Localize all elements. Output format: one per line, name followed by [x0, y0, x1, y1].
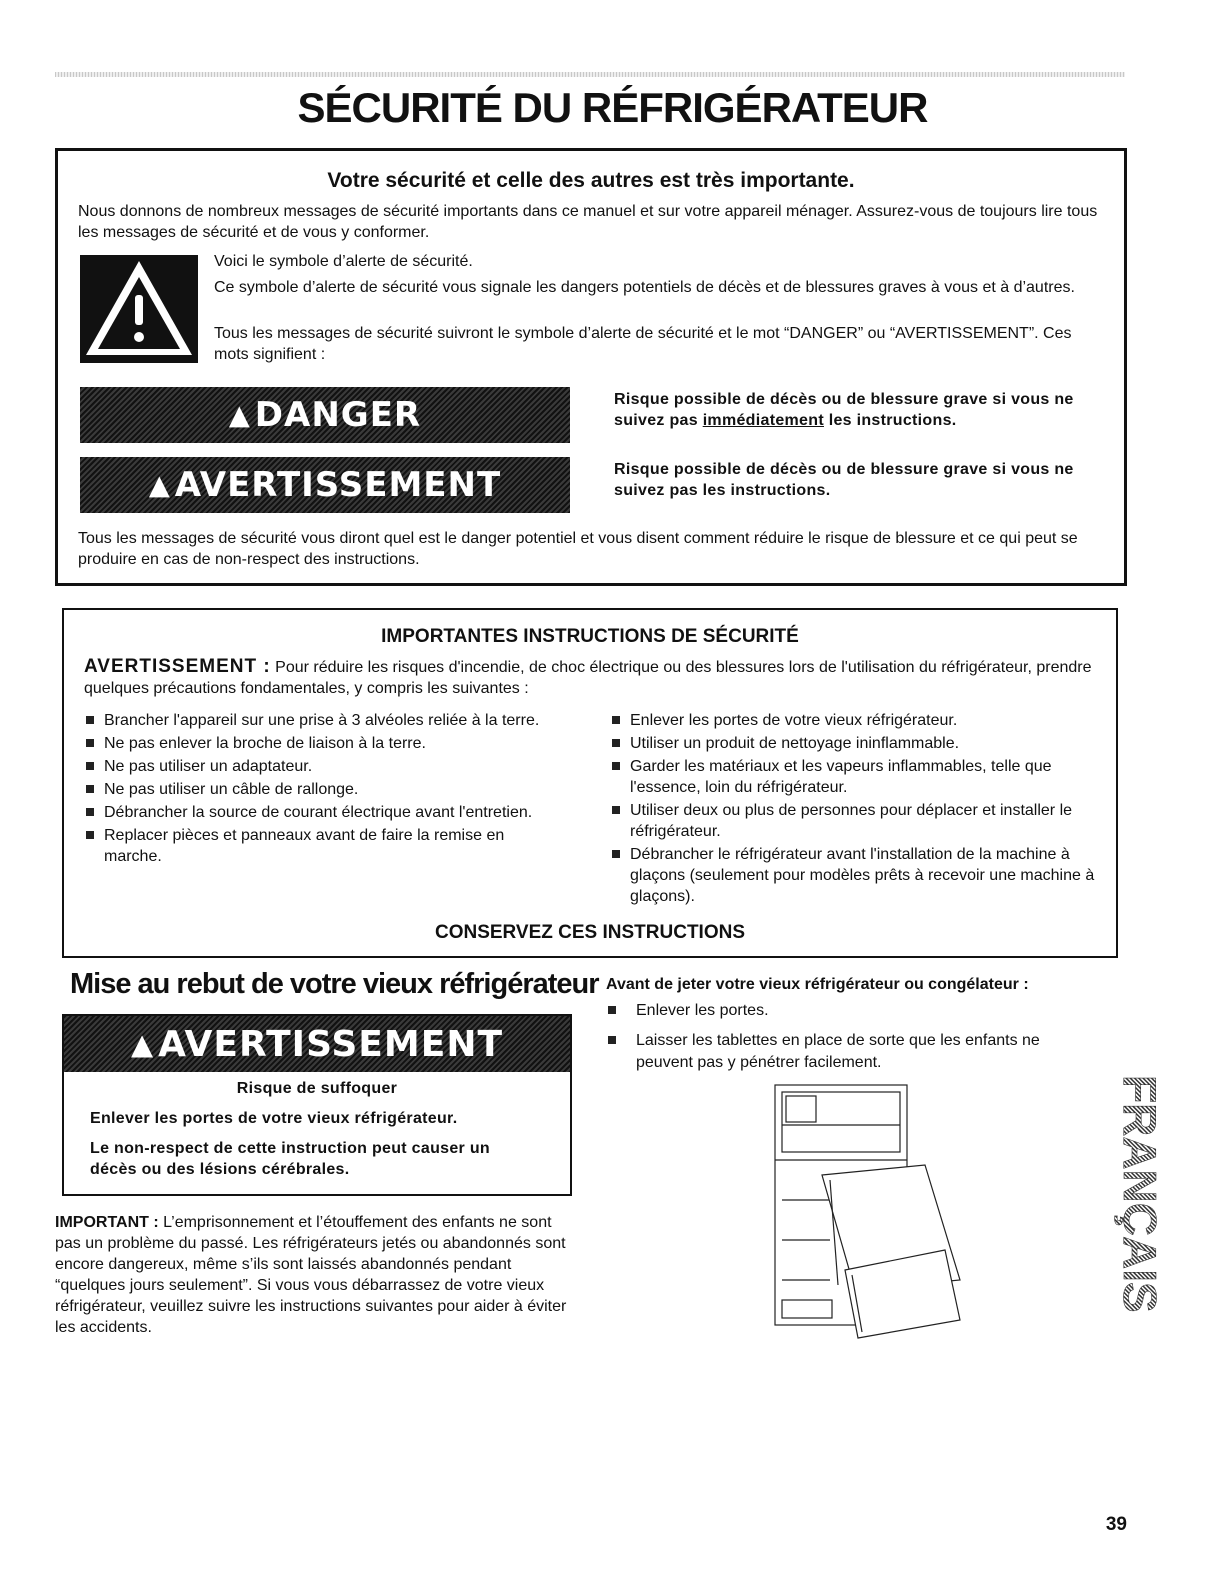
page-title: SÉCURITÉ DU RÉFRIGÉRATEUR	[297, 84, 928, 131]
warning-triangle-icon: ▲	[130, 1027, 155, 1061]
disposal-heading: Mise au rebut de votre vieux réfrigérateur	[70, 968, 599, 1000]
list-item: Garder les matériaux et les vapeurs inflammables, telle que l'essence, loin du réfrigérateur.	[610, 756, 1110, 798]
danger-text	[614, 389, 1114, 431]
warning-badge	[80, 457, 570, 513]
list-item: Utiliser deux ou plus de personnes pour déplacer et installer le réfrigérateur.	[610, 800, 1110, 842]
disposal-warning-label: AVERTISSEMENT	[158, 1023, 503, 1065]
top-rule	[55, 72, 1125, 77]
list-item: Enlever les portes de votre vieux réfrigérateur.	[610, 710, 1110, 731]
danger-text-emphasis: immédiatement	[702, 412, 824, 429]
instructions-heading: IMPORTANTES INSTRUCTIONS DE SÉCURITÉ	[381, 626, 799, 647]
symbol-line: Voici le symbole d’alerte de sécurité.	[214, 253, 473, 270]
language-side-tab	[1110, 1075, 1170, 1345]
important-label: IMPORTANT :	[55, 1214, 159, 1231]
disposal-line2: Le non-respect de cette instruction peut causer un décès ou des lésions cérébrales.	[90, 1140, 490, 1178]
list-item: Enlever les portes.	[606, 1000, 1096, 1022]
safety-subtitle: Votre sécurité et celle des autres est très importante.	[327, 169, 855, 192]
list-item: Débrancher la source de courant électrique avant l'entretien.	[84, 802, 554, 823]
symbol-desc: Ce symbole d’alerte de sécurité vous signale les dangers potentiels de décès et de blessures graves à vous et à d’autres.	[214, 279, 1075, 296]
list-item: Débrancher le réfrigérateur avant l'installation de la machine à glaçons (seulement pour modèles prêts à recevoir une machine à glaçons).	[610, 844, 1110, 907]
instructions-left-list	[84, 710, 554, 869]
disposal-line1: Enlever les portes de votre vieux réfrigérateur.	[90, 1110, 458, 1127]
disposal-warning-box	[62, 1014, 572, 1196]
warning-triangle-icon: ▲	[148, 469, 171, 501]
instructions-box	[62, 608, 1118, 958]
list-item: Utiliser un produit de nettoyage ininflammable.	[610, 733, 1110, 754]
before-list	[606, 1000, 1096, 1082]
list-item: Ne pas enlever la broche de liaison à la terre.	[84, 733, 554, 754]
instructions-lead-text: Pour réduire les risques d'incendie, de choc électrique ou des blessures lors de l'utilisation du réfrigérateur, prendre quelques précautions fondamentales, y compris les suivantes :	[84, 659, 1092, 697]
list-item: Laisser les tablettes en place de sorte que les enfants ne peuvent pas y pénétrer facilement.	[606, 1030, 1096, 1074]
safety-alert-icon	[80, 255, 198, 363]
list-item: Ne pas utiliser un adaptateur.	[84, 756, 554, 777]
danger-text-a: Risque possible de décès ou de blessure grave si vous ne suivez pas	[614, 391, 1074, 429]
safety-closing: Tous les messages de sécurité vous diront quel est le danger potentiel et vous disent comment réduire le risque de blessure et ce qui peut se produire en cas de non-respect des instructions.	[78, 530, 1078, 568]
safety-intro: Nous donnons de nombreux messages de sécurité importants dans ce manuel et sur votre appareil ménager. Assurez-vous de toujours lire tous les messages de sécurité et de vous y conformer.	[78, 203, 1098, 241]
instructions-lead	[84, 656, 1094, 699]
danger-label: DANGER	[254, 395, 422, 435]
page-number: 39	[1105, 1514, 1127, 1535]
important-text: L’emprisonnement et l’étouffement des enfants ne sont pas un problème du passé. Les réfrigérateurs jetés ou abandonnés sont encore dangereux, même s’ils sont laissés abandonnés pendant “quelques jours seulement”. Si vous vous débarrassez de votre vieux réfrigérateur, veuillez suivre les instructions suivantes pour aider à éviter les accidents.	[55, 1214, 567, 1336]
list-item: Replacer pièces et panneaux avant de faire la remise en marche.	[84, 825, 554, 867]
disposal-warning-badge	[64, 1016, 570, 1072]
side-tab-label: FRANÇAIS	[1114, 1075, 1166, 1313]
instructions-right-list	[610, 710, 1110, 909]
disposal-risk: Risque de suffoquer	[236, 1080, 398, 1097]
danger-text-b: les instructions.	[823, 412, 957, 429]
danger-badge	[80, 387, 570, 443]
warning-label: AVERTISSEMENT	[174, 465, 502, 505]
list-item: Ne pas utiliser un câble de rallonge.	[84, 779, 554, 800]
important-paragraph	[55, 1212, 577, 1338]
instructions-footer: CONSERVEZ CES INSTRUCTIONS	[434, 922, 746, 943]
list-item: Brancher l'appareil sur une prise à 3 alvéoles reliée à la terre.	[84, 710, 554, 731]
warning-triangle-icon: ▲	[228, 399, 251, 431]
symbol-follow: Tous les messages de sécurité suivront le symbole d’alerte de sécurité et le mot “DANGER” ou “AVERTISSEMENT”. Ces mots signifient :	[214, 325, 1072, 363]
instructions-lead-label: AVERTISSEMENT :	[84, 656, 271, 677]
warning-text: Risque possible de décès ou de blessure grave si vous ne suivez pas les instructions.	[614, 461, 1074, 499]
refrigerator-illustration	[770, 1080, 970, 1342]
safety-box	[55, 148, 1127, 586]
before-heading: Avant de jeter votre vieux réfrigérateur ou congélateur :	[606, 976, 1029, 993]
